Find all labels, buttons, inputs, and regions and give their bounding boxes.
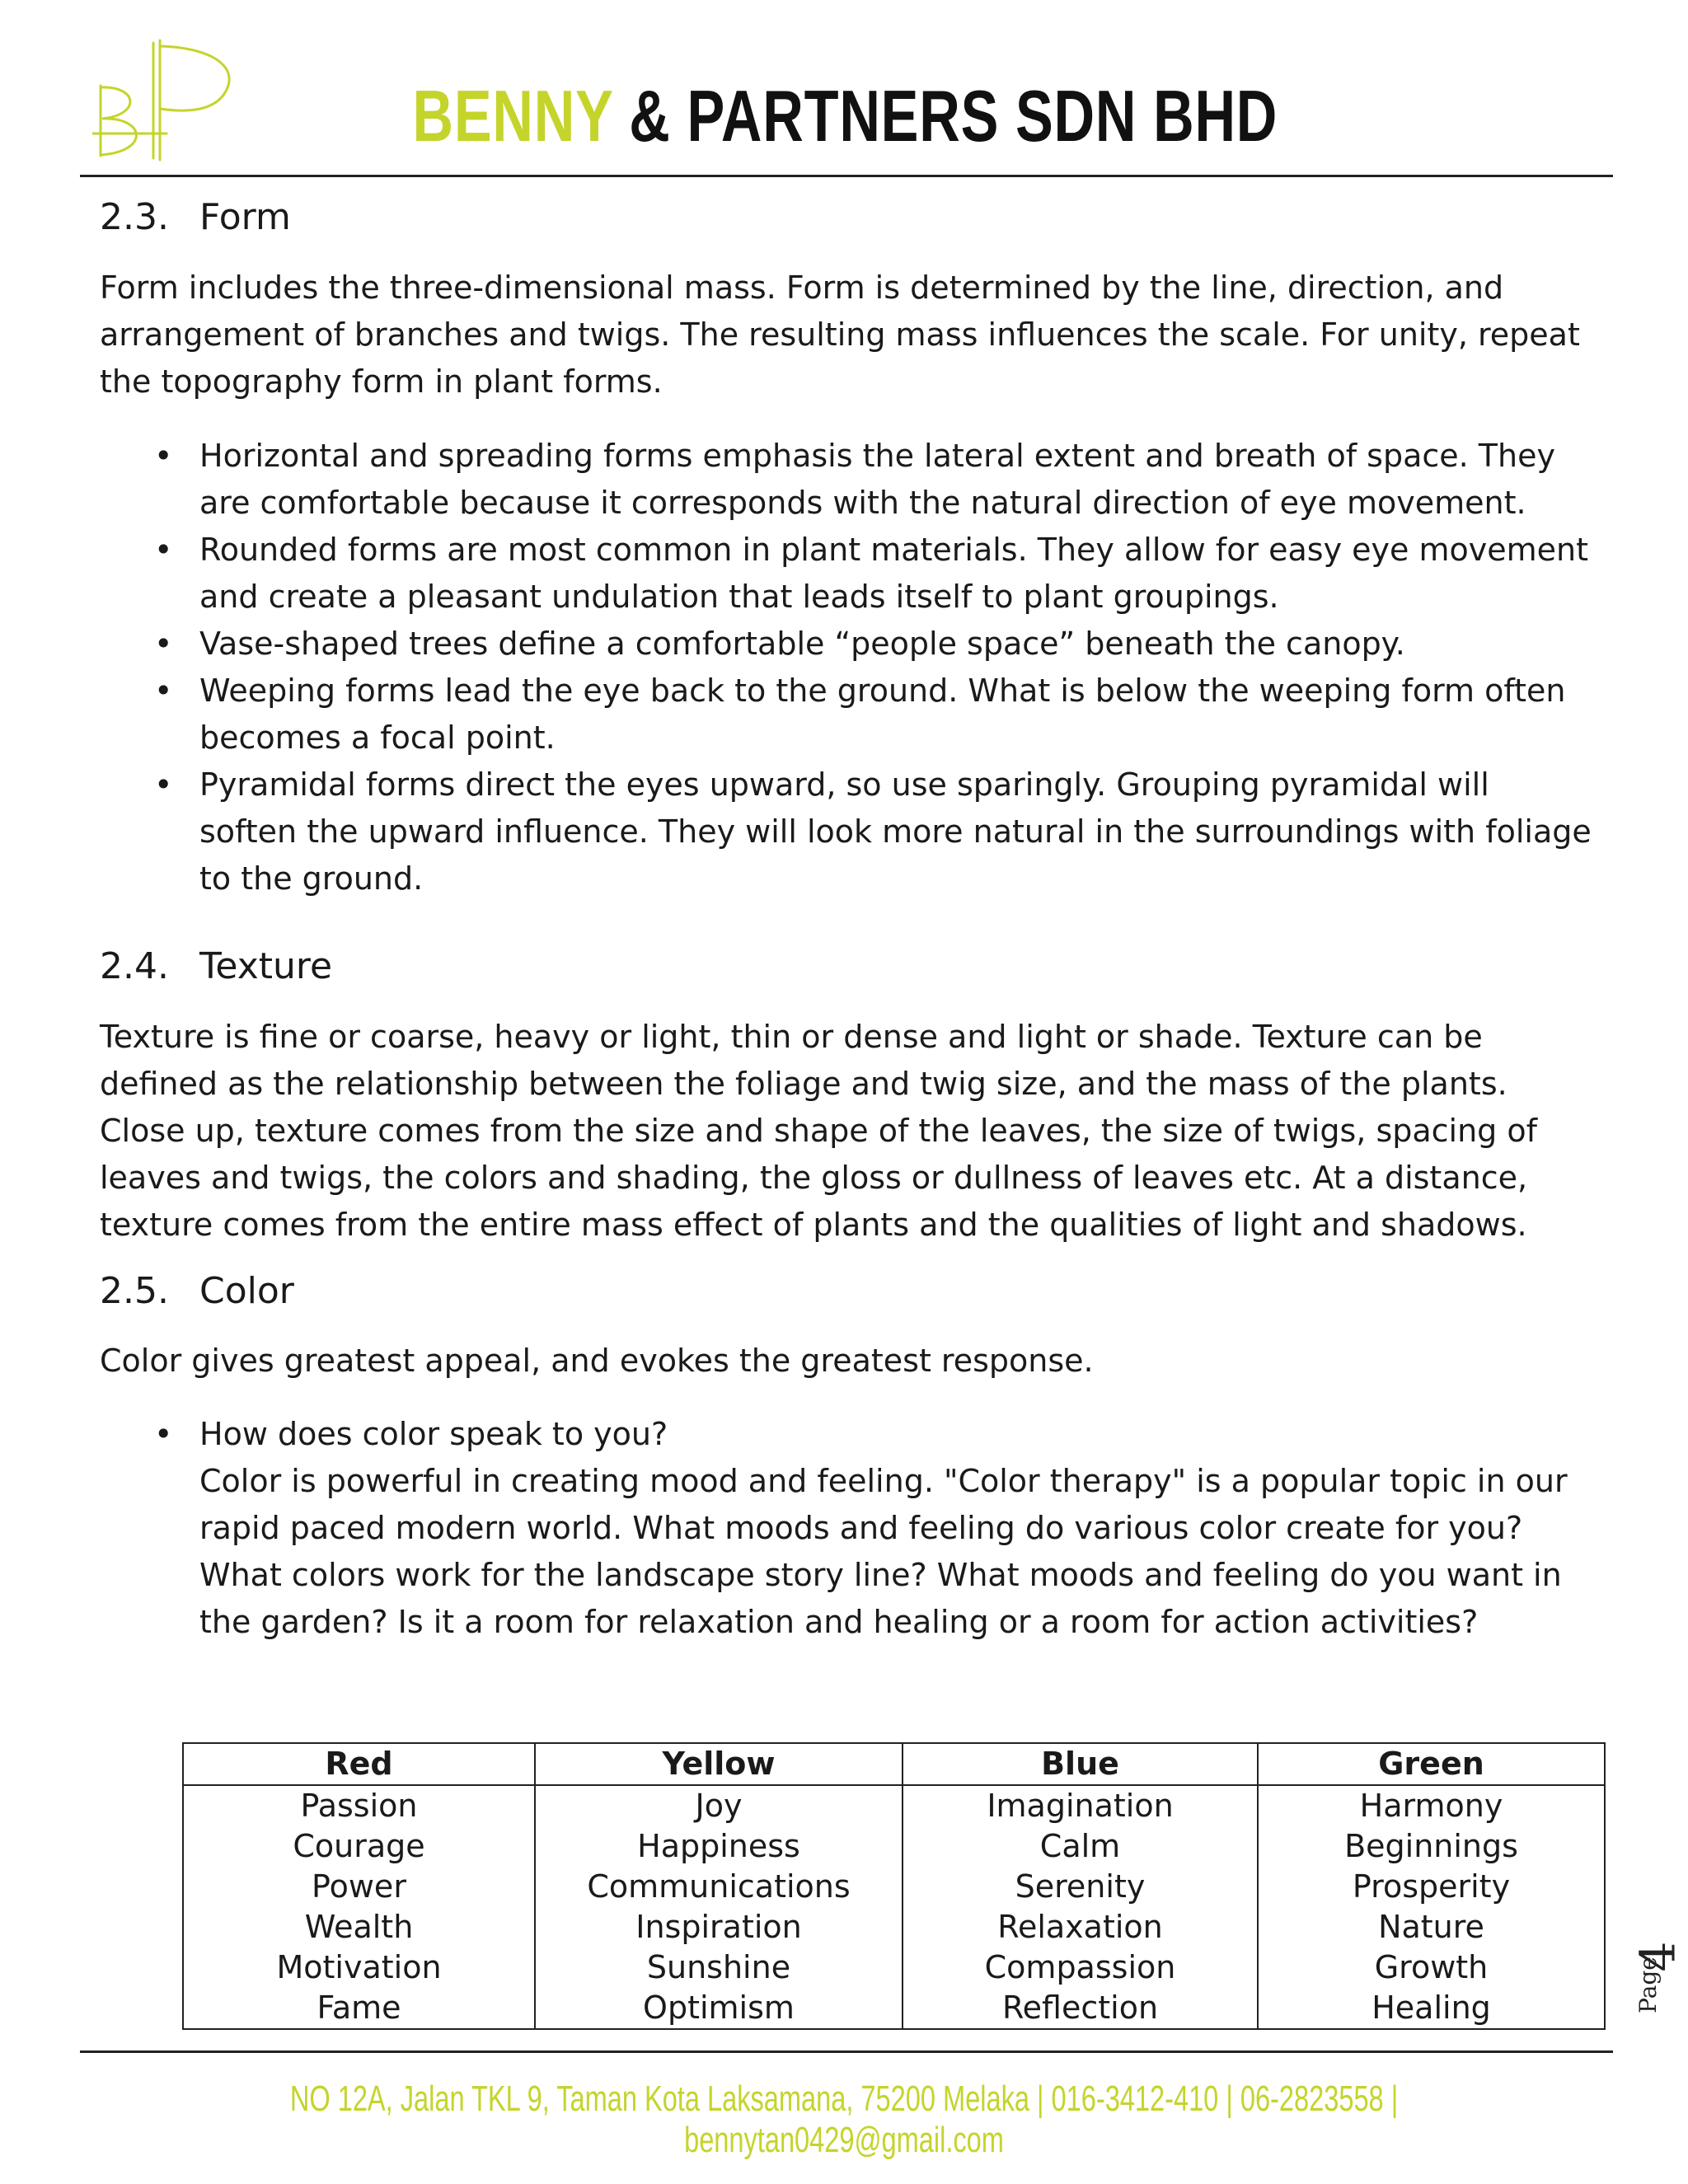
texture-paragraph: Texture is fine or coarse, heavy or light, thin or dense and light or shade. Texture can be defined as the relationship between the foliage and twig size, and the mass of the plants. Close up, texture comes from the size and shape of the leaves, the size of twigs, spacing of leaves and twigs, the colors and shading, the gloss or dullness of leaves etc. At a distance, texture comes from the entire mass effect of plants and the qualities of light and shadows.	[100, 1018, 1538, 1243]
column-header-green: Green	[1258, 1743, 1605, 1785]
company-name-rest: & PARTNERS SDN BHD	[612, 75, 1278, 157]
section-title: Color	[199, 1269, 294, 1312]
header-divider	[80, 175, 1613, 177]
color-meaning-table	[182, 1742, 1606, 2030]
company-name	[187, 74, 1503, 158]
column-cell-green: Harmony Beginnings Prosperity Nature Growth Healing	[1258, 1785, 1605, 2029]
color-intro-paragraph: Color gives greatest appeal, and evokes the greatest response.	[100, 1343, 1094, 1380]
list-item: • Pyramidal forms direct the eyes upward, so use sparingly. Grouping pyramidal will soften the upward influence. They will look more natural in the surroundings with foliage to the ground.	[154, 766, 1592, 897]
company-name-highlight: BENNY	[412, 75, 613, 157]
list-item: • Vase-shaped trees define a comfortable “people space” beneath the canopy.	[154, 625, 1405, 662]
form-intro-paragraph: Form includes the three-dimensional mass. Form is determined by the line, direction, and arrangement of branches and twigs. The resulting mass influences the scale. For unity, repeat the topography form in plant forms.	[100, 269, 1580, 400]
section-heading-texture	[100, 945, 1592, 989]
section-heading-color	[100, 1270, 1592, 1314]
page-label: Page	[1634, 1957, 1662, 2013]
column-header-yellow: Yellow	[535, 1743, 903, 1785]
list-item: • Rounded forms are most common in plant materials. They allow for easy eye movement and create a pleasant undulation that leads itself to plant groupings.	[154, 531, 1589, 615]
list-item: • Weeping forms lead the eye back to the ground. What is below the weeping form often becomes a focal point.	[154, 672, 1566, 756]
section-number: 2.3.	[100, 196, 169, 238]
column-cell-yellow: Joy Happiness Communications Inspiration Sunshine Optimism	[535, 1785, 903, 2029]
column-header-red: Red	[183, 1743, 535, 1785]
list-item: • Horizontal and spreading forms emphasis the lateral extent and breath of space. They are comfortable because it corresponds with the natural direction of eye movement.	[154, 437, 1555, 521]
column-cell-red: Passion Courage Power Wealth Motivation Fame	[183, 1785, 535, 2029]
table-row	[183, 1785, 1605, 2029]
column-cell-blue: Imagination Calm Serenity Relaxation Compassion Reflection	[903, 1785, 1258, 2029]
page-number	[1628, 1929, 1686, 2036]
section-heading-form	[100, 196, 1592, 240]
color-question: How does color speak to you?	[199, 1416, 668, 1453]
color-question-body: Color is powerful in creating mood and feeling. "Color therapy" is a popular topic in our rapid paced modern world. What moods and feeling do various color create for you? What colors work for the landscape story line? What moods and feeling do you want in the garden? Is it a room for relaxation and healing or a room for action activities?	[199, 1463, 1568, 1641]
document-body	[100, 196, 1592, 1646]
section-number: 2.5.	[100, 1269, 169, 1312]
color-bullet-list	[100, 1411, 1592, 1646]
section-title: Texture	[199, 944, 333, 987]
column-header-blue: Blue	[903, 1743, 1258, 1785]
form-bullet-list	[100, 433, 1592, 902]
footer-contact: NO 12A, Jalan TKL 9, Taman Kota Laksamana, 75200 Melaka | 016-3412-410 | 06-2823558 | bennytan0429@gmail.com	[289, 2079, 1399, 2160]
page-number-value: 4	[1629, 1941, 1686, 1972]
section-number: 2.4.	[100, 944, 169, 987]
footer-divider	[80, 2050, 1613, 2053]
list-item: • How does color speak to you? Color is powerful in creating mood and feeling. "Color therapy" is a popular topic in our rapid paced modern world. What moods and feeling do various color create for you? What colors work for the landscape story line? What moods and feeling do you want in the garden? Is it a room for relaxation and healing or a room for action activities?	[154, 1416, 1568, 1641]
table-header-row	[183, 1743, 1605, 1785]
section-title: Form	[199, 196, 291, 238]
